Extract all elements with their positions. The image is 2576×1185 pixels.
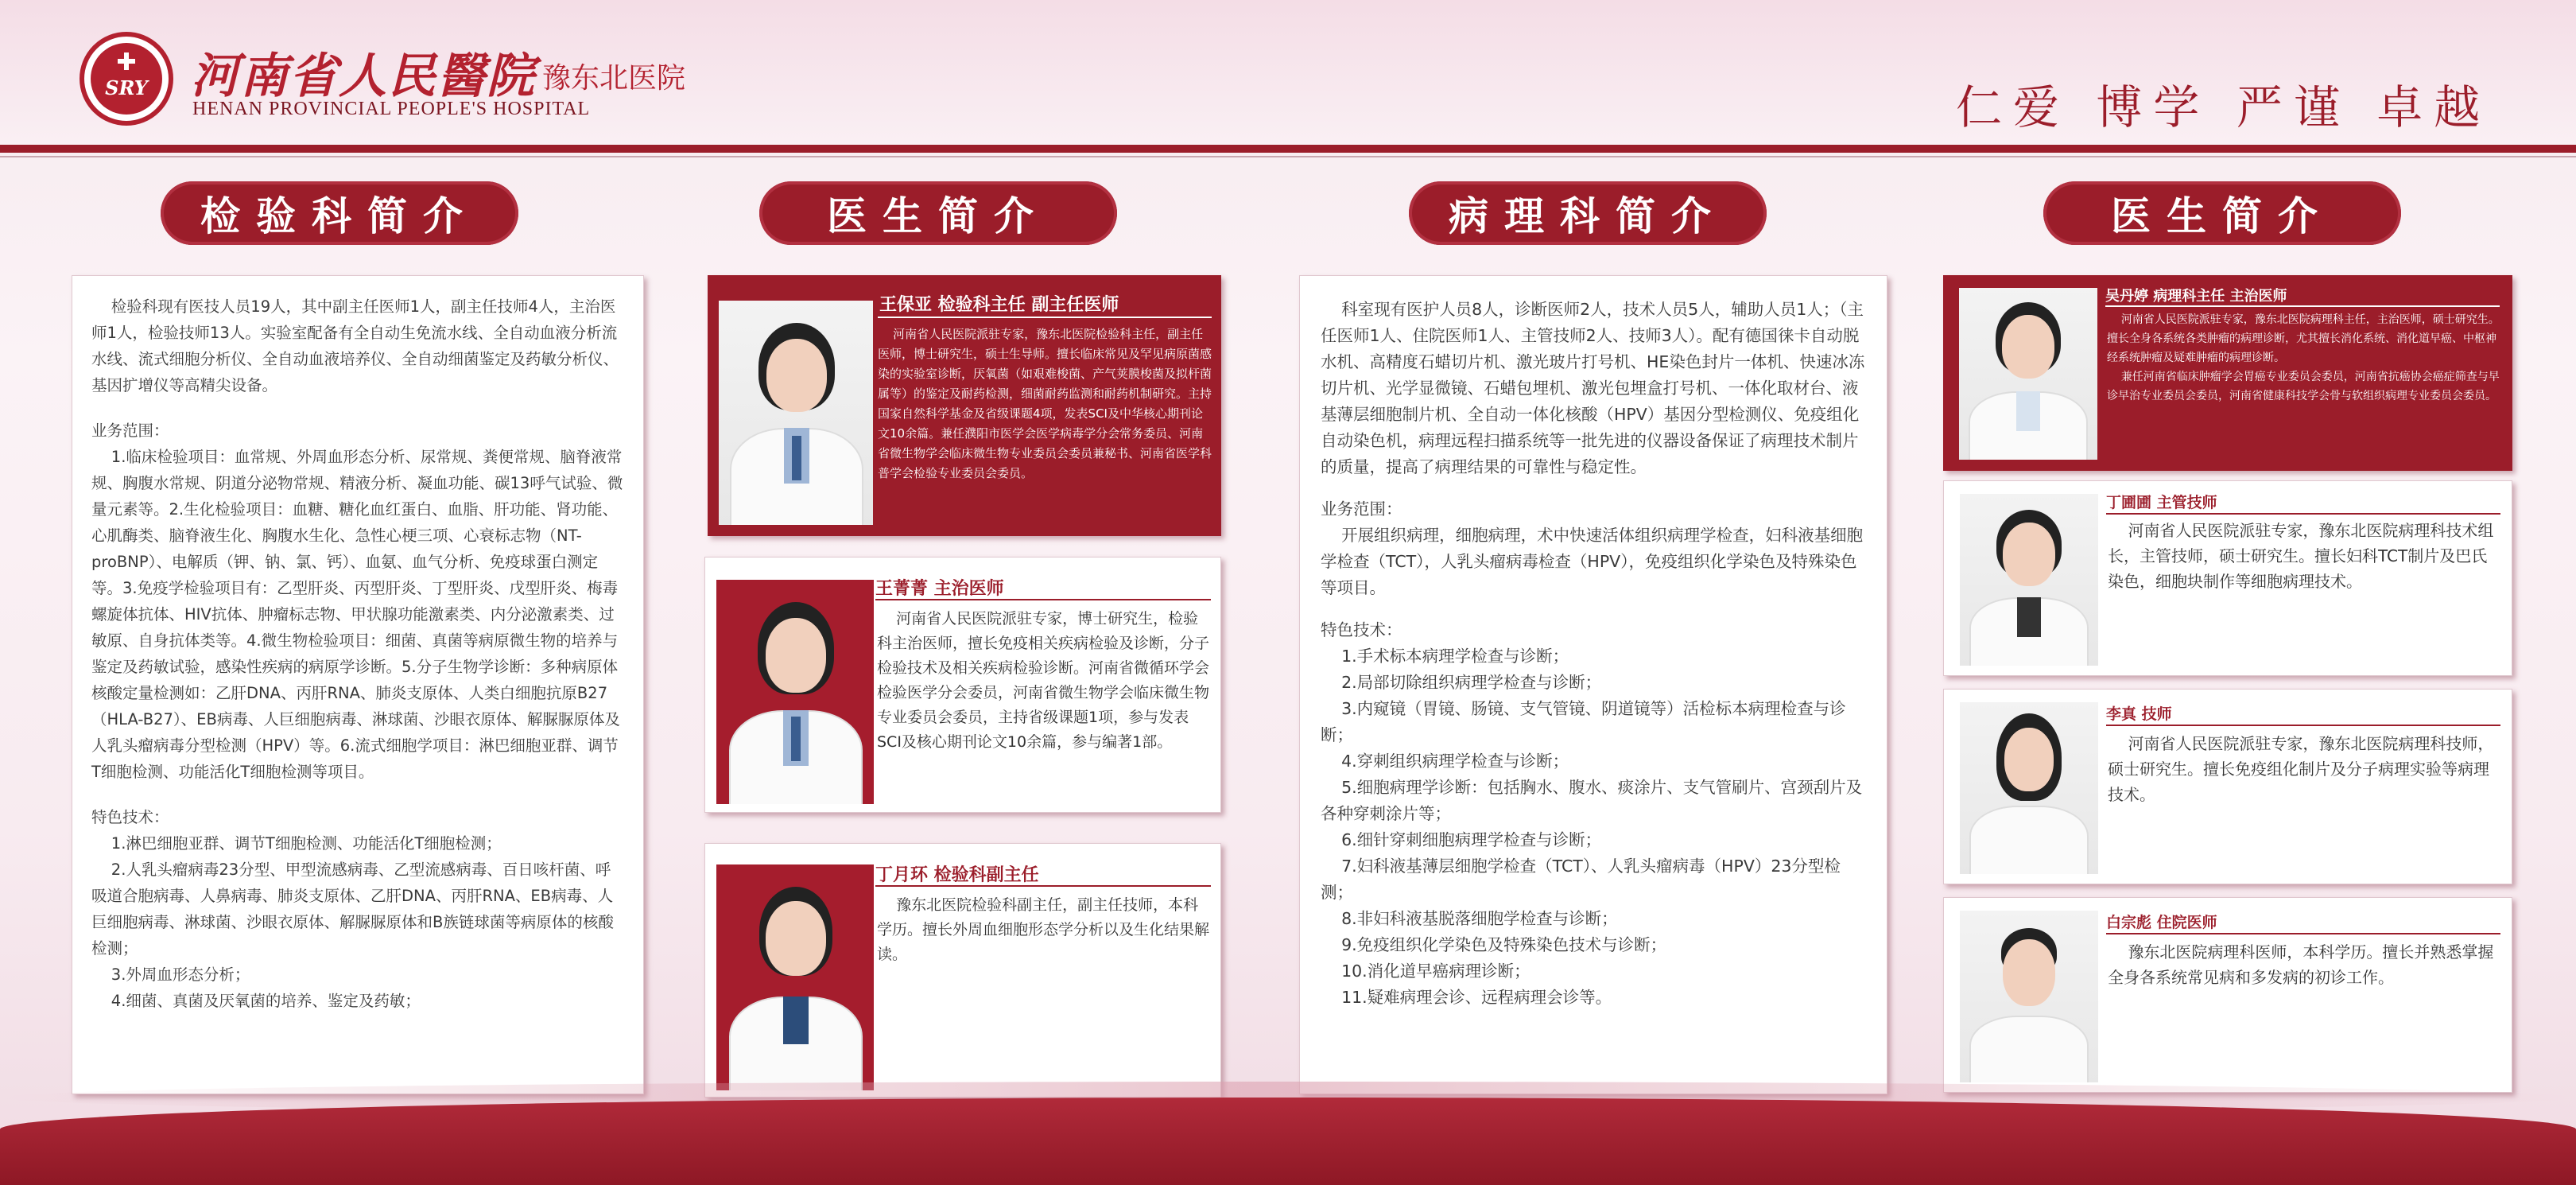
hospital-logo [80, 32, 173, 126]
doctor-name: 丁月环 检验科副主任 [875, 865, 1039, 885]
hospital-name: 河南省人民醫院 [191, 49, 536, 104]
lab-tech-text: 1.淋巴细胞亚群、调节T细胞检测、功能活化T细胞检测； 2.人乳头瘤病毒23分型、甲型流感病毒、乙型流感病毒、百日咳杆菌、呼吸道合胞病毒、人鼻病毒、肺炎支原体、乙肝DNA、丙肝RNA、EB病毒、人巨细胞病毒、淋球菌、沙眼衣原体、解脲脲原体和B族链球菌等病原体的核酸检测； 3.外周血形态分析； 4.细菌、真菌及厌氧菌的培养、鉴定及药敏； [91, 834, 614, 1010]
logo-text: SRY [105, 76, 148, 99]
doctor-description: 河南省人民医院派驻专家，豫东北医院检验科主任，副主任医师，博士研究生，硕士生导师。擅长临床常见及罕见病原菌感染的实验室诊断，厌氧菌（如艰难梭菌、产气荚膜梭菌及拟杆菌属等）的鉴定及耐药检测，细菌耐药监测和耐药机制研究。主持国家自然科学基金及省级课题4项，发表SCI及中华核心期刊论文10余篇。兼任濮阳市医学会医学病毒学分会常务委员、河南省微生物学会临床微生物专业委员会委员兼秘书、河南省医学科普学会检验专业委员会委员。 [878, 327, 1212, 480]
name-underline [875, 885, 1211, 887]
lab-scope-text: 1.临床检验项目：血常规、外周血形态分析、尿常规、粪便常规、脑脊液常规、胸腹水常规、阴道分泌物常规、精液分析、凝血功能、碳13呼气试验、微量元素等。2.生化检验项目：血糖、糖化血红蛋白、血脂、肝功能、肾功能、心肌酶类、脑脊液生化、胸腹水生化、急性心梗三项、心衰标志物（NT-proBNP）、电解质（钾、钠、氯、钙）、血氨、血气分析、免疫球蛋白测定等。3.免疫学检验项目有：乙型肝炎、丙型肝炎、丁型肝炎、戊型肝炎、梅毒螺旋体抗体、HIV抗体、肿瘤标志物、甲状腺功能激素类、内分泌激素类、过敏原、自身抗体类等。4.微生物检验项目：细菌、真菌等病原微生物的培养与鉴定及药敏试验，感染性疾病的病原学诊断。5.分子生物学诊断：多种病原体核酸定量检测如：乙肝DNA、丙肝RNA、肺炎支原体、人类白细胞抗原B27（HLA-B27）、EB病毒、人巨细胞病毒、淋球菌、沙眼衣原体、解脲脲原体及人乳头瘤病毒分型检测（HPV）等。6.流式细胞学项目：淋巴细胞亚群、调节T细胞检测、功能活化T细胞检测等项目。 [91, 448, 623, 781]
doctor-photo [1960, 702, 2098, 874]
doctor-name: 丁圃圃 主管技师 [2106, 494, 2217, 511]
footer-wave [0, 1098, 2576, 1185]
doctor-photo [716, 580, 874, 804]
doctor-name: 王菁菁 主治医师 [875, 579, 1004, 599]
pathology-intro-panel [1299, 275, 1887, 1094]
title-doctors-path: 医生简介 [2043, 181, 2401, 245]
logo-badge [91, 43, 162, 115]
doctor-card-bai-zongbiao [1943, 897, 2512, 1093]
pathology-intro-text: 科室现有医护人员8人，诊断医师2人，技术人员5人，辅助人员1人；（主任医师1人、住院医师1人、主管技师2人、技师3人）。配有德国徕卡自动脱水机、高精度石蜡切片机、激光玻片打号机、HE染色封片一体机、快速冰冻切片机、光学显微镜、石蜡包埋机、激光包埋盒打号机、一体化取材台、液基薄层细胞制片机、全自动一体化核酸（HPV）基因分型检测仪、免疫组化自动染色机，病理远程扫描系统等一批先进的仪器设备保证了病理技术制片的质量，提高了病理结果的可靠性与稳定性。 [1321, 300, 1865, 476]
doctor-description: 河南省人民医院派驻专家，豫东北医院病理科主任，主治医师，硕士研究生。擅长全身各系统各类肿瘤的病理诊断，尤其擅长消化系统、消化道早癌、中枢神经系统肿瘤及疑难肿瘤的病理诊断。 兼任河南省临床肿瘤学会胃癌专业委员会委员，河南省抗癌协会癌症筛查与早诊早治专业委员会委员，河南省健康科技学会骨与软组织病理专业委员会委员。 [2107, 313, 2500, 402]
doctor-card-wang-jingjing [704, 557, 1221, 813]
header-divider-thin [0, 156, 2576, 157]
doctor-card-li-zhen [1943, 689, 2512, 884]
doctor-name: 李真 技师 [2106, 705, 2172, 723]
doctor-description: 河南省人民医院派驻专家，博士研究生，检验科主治医师，擅长免疫相关疾病检验及诊断，分子检验技术及相关疾病检验诊断。河南省微循环学会检验医学分会委员，河南省微生物学会临床微生物专业委员会委员，主持省级课题1项，参与发表SCI及核心期刊论文10余篇，参与编著1部。 [877, 610, 1210, 751]
pathology-tech-text: 1.手术标本病理学检查与诊断； 2.局部切除组织病理学检查与诊断； 3.内窥镜（胃镜、肠镜、支气管镜、阴道镜等）活检标本病理检查与诊断； 4.穿刺组织病理学检查与诊断； 5.细胞病理学诊断：包括胸水、腹水、痰涂片、支气管刷片、宫颈刮片及各种穿刺涂片等； 6.细针穿刺细胞病理学检查与诊断； 7.妇科液基薄层细胞学检查（TCT）、人乳头瘤病毒（HPV）23分型检测； 8.非妇科液基脱落细胞学检查与诊断； 9.免疫组织化学染色及特殊染色技术与诊断； 10.消化道早癌病理诊断； 11.疑难病理会诊、远程病理会诊等。 [1321, 647, 1863, 1007]
doctor-card-wu-danting [1943, 275, 2512, 471]
doctor-photo [1959, 288, 2097, 460]
lab-intro-text: 检验科现有医技人员19人，其中副主任医师1人，副主任技师4人，主治医师1人，检验技师13人。实验室配备有全自动生免流水线、全自动血液分析流水线、流式细胞分析仪、全自动血液培养仪、全自动细菌鉴定及药敏分析仪、基因扩增仪等高精尖设备。 [91, 297, 619, 394]
doctor-card-wang-baoya [708, 275, 1221, 536]
lab-tech-heading: 特色技术： [91, 808, 169, 826]
doctor-photo [719, 301, 873, 525]
hospital-motto: 仁爱 博学 严谨 卓越 [1956, 80, 2492, 134]
name-underline [2106, 725, 2500, 726]
doctor-name: 白宗彪 住院医师 [2106, 914, 2217, 931]
pathology-scope-heading: 业务范围： [1321, 499, 1402, 519]
doctor-description: 河南省人民医院派驻专家，豫东北医院病理科技术组长，主管技师，硕士研究生。擅长妇科TCT制片及巴氏染色，细胞块制作等细胞病理技术。 [2108, 521, 2494, 591]
hospital-subname: 豫东北医院 [542, 62, 686, 95]
doctor-card-ding-puipui [1943, 480, 2512, 676]
name-underline [2106, 933, 2500, 934]
header-divider [0, 145, 2576, 153]
title-pathology-intro: 病理科简介 [1409, 181, 1767, 245]
doctor-name: 吴丹婷 病理科主任 主治医师 [2105, 288, 2287, 305]
lab-intro-panel [72, 275, 644, 1094]
title-lab-intro: 检验科简介 [161, 181, 518, 245]
name-underline [2105, 305, 2500, 307]
name-underline [878, 317, 1212, 318]
doctor-description: 豫东北医院检验科副主任，副主任技师，本科学历。擅长外周血细胞形态学分析以及生化结果解读。 [877, 896, 1210, 963]
name-underline [875, 599, 1211, 600]
medical-cross-icon [118, 52, 135, 70]
doctor-card-ding-yuehuan [704, 843, 1221, 1098]
title-doctors-lab: 医生简介 [759, 181, 1117, 245]
name-underline [2106, 513, 2500, 515]
doctor-description: 豫东北医院病理科医师，本科学历。擅长并熟悉掌握全身各系统常见病和多发病的初诊工作。 [2108, 942, 2494, 987]
doctor-photo [1960, 494, 2098, 666]
doctor-description: 河南省人民医院派驻专家，豫东北医院病理科技师，硕士研究生。擅长免疫组化制片及分子病理实验等病理技术。 [2108, 734, 2494, 804]
doctor-photo [1960, 911, 2098, 1082]
pathology-tech-heading: 特色技术： [1321, 620, 1402, 639]
pathology-scope-text: 开展组织病理，细胞病理，术中快速活体组织病理学检查，妇科液基细胞学检查（TCT），人乳头瘤病毒检查（HPV），免疫组织化学染色及特殊染色等项目。 [1321, 526, 1864, 597]
hospital-english-name: HENAN PROVINCIAL PEOPLE'S HOSPITAL [192, 99, 591, 119]
doctor-name: 王保亚 检验科主任 副主任医师 [879, 295, 1119, 315]
lab-scope-heading: 业务范围： [91, 422, 169, 440]
doctor-photo [716, 864, 874, 1090]
